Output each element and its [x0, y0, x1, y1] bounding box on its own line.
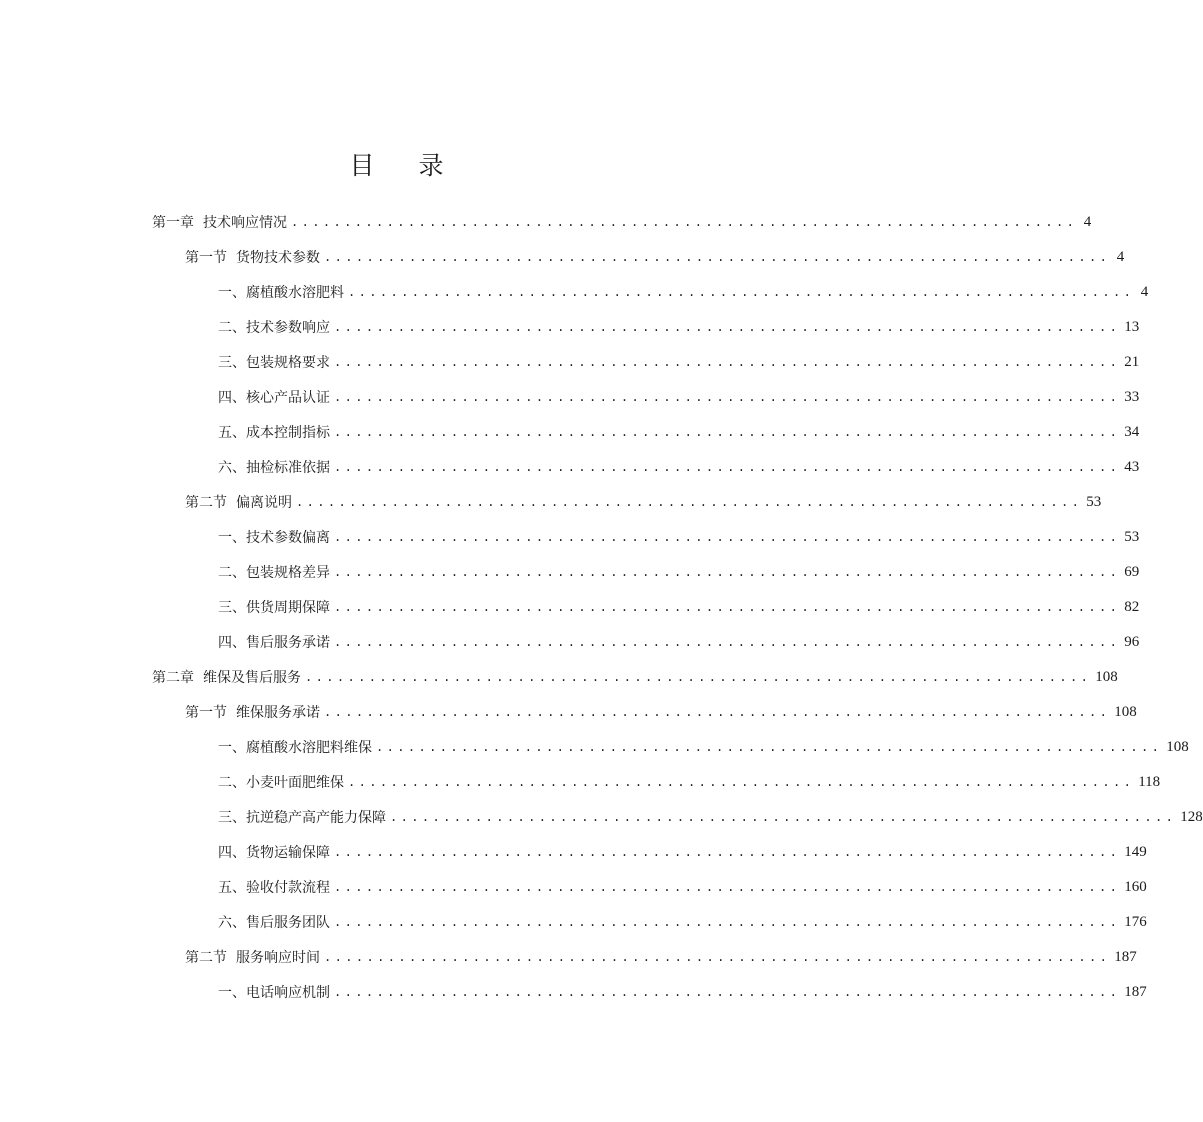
toc-entry-page: 43 — [1124, 458, 1140, 475]
toc-entry-label: 货物技术参数 — [236, 250, 320, 266]
toc-entry-page: 108 — [1166, 738, 1189, 755]
toc-entry-page: 187 — [1114, 948, 1137, 965]
toc-item-entry[interactable] — [218, 769, 1161, 795]
toc-entry-number: 三、 — [218, 810, 246, 826]
toc-entry-label: 腐植酸水溶肥料维保 — [246, 740, 372, 756]
toc-entry-label: 小麦叶面肥维保 — [246, 775, 344, 791]
toc-dot-leader: .......................................................................... — [334, 880, 1121, 894]
toc-entry-label: 偏离说明 — [236, 495, 292, 511]
toc-entry-page: 4 — [1140, 283, 1149, 300]
page-title: 目 录 — [349, 151, 462, 180]
toc-dot-leader: .......................................................................... — [305, 670, 1092, 684]
toc-dot-leader: .......................................................................... — [334, 530, 1121, 544]
toc-entry-number: 四、 — [218, 845, 246, 861]
toc-entry-label: 技术响应情况 — [203, 215, 287, 231]
toc-entry-label: 包装规格差异 — [246, 565, 330, 581]
toc-dot-leader: .......................................................................... — [296, 495, 1083, 509]
toc-dot-leader: .......................................................................... — [334, 600, 1121, 614]
toc-entry-number: 二、 — [218, 320, 246, 336]
toc-item-entry[interactable] — [218, 524, 1140, 550]
toc-item-entry[interactable] — [218, 874, 1147, 900]
toc-entry-number: 三、 — [218, 355, 246, 371]
toc-entry-number: 第二节 — [185, 495, 227, 511]
toc-entry-page: 187 — [1124, 983, 1147, 1000]
toc-entry-label: 技术参数偏离 — [246, 530, 330, 546]
toc-item-entry[interactable] — [218, 349, 1140, 375]
toc-dot-leader: .......................................................................... — [324, 950, 1111, 964]
toc-dot-leader: .......................................................................... — [291, 215, 1078, 229]
toc-dot-leader: .......................................................................... — [324, 705, 1111, 719]
toc-entry-page: 82 — [1124, 598, 1140, 615]
toc-entry-page: 13 — [1124, 318, 1140, 335]
toc-dot-leader: .......................................................................... — [334, 985, 1121, 999]
toc-entry-number: 第一节 — [185, 705, 227, 721]
toc-item-entry[interactable] — [218, 734, 1189, 760]
toc-entry-number: 三、 — [218, 600, 246, 616]
toc-section-entry[interactable] — [185, 244, 1125, 270]
toc-dot-leader: .......................................................................... — [334, 320, 1121, 334]
toc-entry-page: 4 — [1083, 213, 1092, 230]
toc-entry-label: 服务响应时间 — [236, 950, 320, 966]
toc-chapter-entry[interactable] — [152, 209, 1092, 235]
toc-entry-label: 核心产品认证 — [246, 390, 330, 406]
toc-dot-leader: .......................................................................... — [334, 565, 1121, 579]
toc-section-entry[interactable] — [185, 489, 1102, 515]
toc-entry-page: 108 — [1114, 703, 1137, 720]
toc-entry-number: 二、 — [218, 775, 246, 791]
toc-dot-leader: .......................................................................... — [376, 740, 1163, 754]
toc-item-entry[interactable] — [218, 594, 1140, 620]
toc-entry-page: 160 — [1124, 878, 1147, 895]
toc-item-entry[interactable] — [218, 839, 1147, 865]
toc-entry-label: 货物运输保障 — [246, 845, 330, 861]
toc-dot-leader: .......................................................................... — [334, 460, 1121, 474]
toc-entry-number: 一、 — [218, 985, 246, 1001]
toc-entry-number: 四、 — [218, 390, 246, 406]
toc-entry-number: 六、 — [218, 460, 246, 476]
toc-entry-page: 128 — [1180, 808, 1203, 825]
toc-dot-leader: .......................................................................... — [334, 915, 1121, 929]
toc-entry-page: 108 — [1095, 668, 1118, 685]
toc-entry-number: 五、 — [218, 880, 246, 896]
toc-item-entry[interactable] — [218, 454, 1140, 480]
toc-dot-leader: .......................................................................... — [334, 845, 1121, 859]
toc-entry-label: 售后服务团队 — [246, 915, 330, 931]
toc-entry-label: 成本控制指标 — [246, 425, 330, 441]
toc-entry-page: 53 — [1124, 528, 1140, 545]
toc-dot-leader: .......................................................................... — [390, 810, 1177, 824]
toc-entry-number: 第二章 — [152, 670, 194, 686]
toc-dot-leader: .......................................................................... — [334, 635, 1121, 649]
toc-entry-label: 供货周期保障 — [246, 600, 330, 616]
toc-entry-number: 第一节 — [185, 250, 227, 266]
toc-item-entry[interactable] — [218, 629, 1140, 655]
toc-entry-label: 腐植酸水溶肥料 — [246, 285, 344, 301]
toc-entry-number: 一、 — [218, 740, 246, 756]
toc-dot-leader: .......................................................................... — [348, 775, 1135, 789]
toc-entry-label: 验收付款流程 — [246, 880, 330, 896]
toc-entry-label: 售后服务承诺 — [246, 635, 330, 651]
toc-entry-number: 六、 — [218, 915, 246, 931]
toc-entry-label: 包装规格要求 — [246, 355, 330, 371]
toc-entry-number: 第二节 — [185, 950, 227, 966]
toc-item-entry[interactable] — [218, 979, 1147, 1005]
toc-section-entry[interactable] — [185, 699, 1137, 725]
toc-item-entry[interactable] — [218, 419, 1140, 445]
toc-entry-page: 34 — [1124, 423, 1140, 440]
toc-item-entry[interactable] — [218, 314, 1140, 340]
toc-entry-page: 33 — [1124, 388, 1140, 405]
toc-entry-page: 4 — [1116, 248, 1125, 265]
toc-entry-number: 二、 — [218, 565, 246, 581]
toc-item-entry[interactable] — [218, 804, 1203, 830]
toc-dot-leader: .......................................................................... — [334, 355, 1121, 369]
toc-entry-page: 69 — [1124, 563, 1140, 580]
toc-entry-label: 维保服务承诺 — [236, 705, 320, 721]
toc-entry-number: 一、 — [218, 530, 246, 546]
toc-entry-page: 149 — [1124, 843, 1147, 860]
toc-entry-number: 一、 — [218, 285, 246, 301]
toc-section-entry[interactable] — [185, 944, 1137, 970]
toc-entry-page: 96 — [1124, 633, 1140, 650]
toc-dot-leader: .......................................................................... — [324, 250, 1111, 264]
toc-entry-page: 53 — [1086, 493, 1102, 510]
toc-entry-page: 176 — [1124, 913, 1147, 930]
toc-entry-page: 21 — [1124, 353, 1140, 370]
toc-chapter-entry[interactable] — [152, 664, 1118, 690]
toc-item-entry[interactable] — [218, 384, 1140, 410]
toc-dot-leader: .......................................................................... — [348, 285, 1135, 299]
toc-entry-label: 维保及售后服务 — [203, 670, 301, 686]
toc-item-entry[interactable] — [218, 909, 1147, 935]
toc-dot-leader: .......................................................................... — [334, 425, 1121, 439]
toc-entry-number: 五、 — [218, 425, 246, 441]
toc-entry-page: 118 — [1138, 773, 1161, 790]
toc-entry-label: 电话响应机制 — [246, 985, 330, 1001]
toc-dot-leader: .......................................................................... — [334, 390, 1121, 404]
toc-entry-label: 技术参数响应 — [246, 320, 330, 336]
toc-entry-number: 四、 — [218, 635, 246, 651]
toc-entry-label: 抗逆稳产高产能力保障 — [246, 810, 386, 826]
toc-entry-label: 抽检标准依据 — [246, 460, 330, 476]
toc-item-entry[interactable] — [218, 279, 1149, 305]
toc-item-entry[interactable] — [218, 559, 1140, 585]
toc-entry-number: 第一章 — [152, 215, 194, 231]
